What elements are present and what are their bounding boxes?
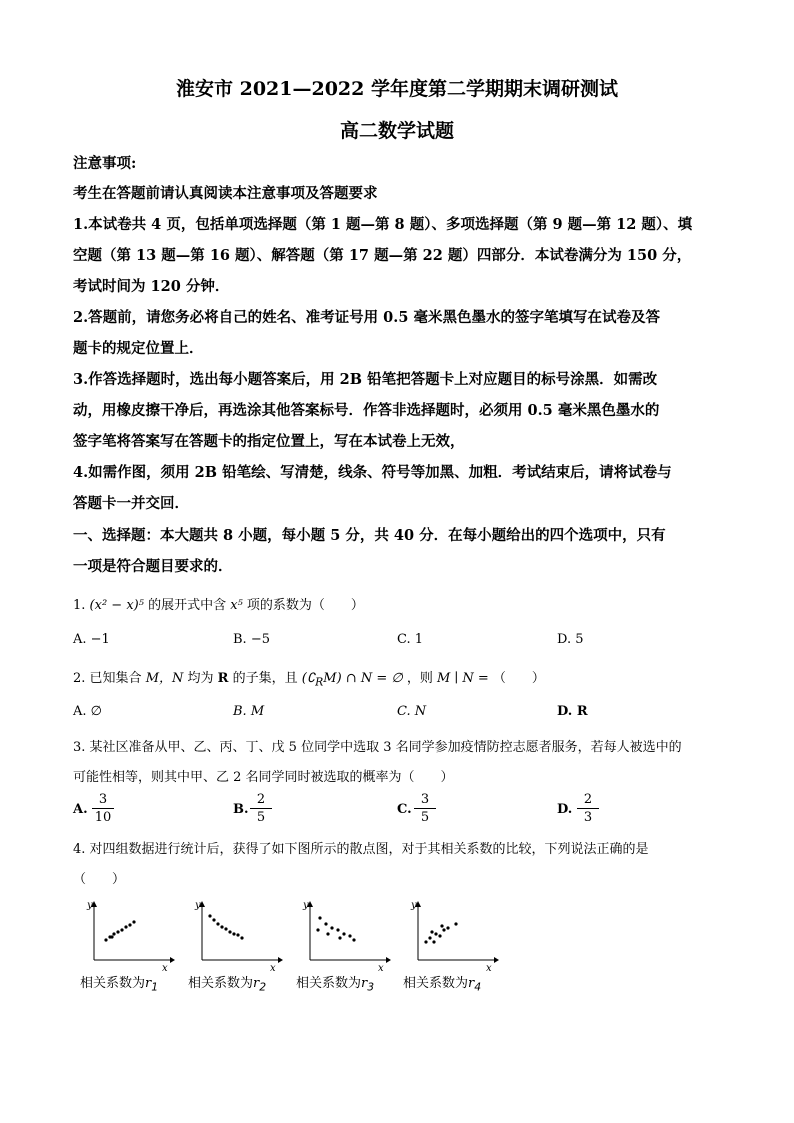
notice-line: 答题卡一并交回．: [73, 495, 189, 512]
y-axis-label: y: [195, 900, 201, 911]
scatter-plot-3: [292, 898, 392, 972]
plot-caption-2: 相关系数为$r_2$: [188, 976, 267, 994]
option-c: C. 1: [397, 632, 424, 647]
option-b-fraction: $\frac{2}{5}$: [250, 792, 272, 825]
math-expression: M ∣ N =: [436, 671, 489, 686]
question-text: 均为: [187, 671, 214, 686]
option-b: B. −5: [233, 632, 270, 647]
scatter-plot-2: [184, 898, 284, 972]
question-text: （ ）: [492, 671, 545, 686]
math-expression: (x² − x)⁵: [89, 598, 144, 613]
notice-line: 签字笔将答案写在答题卡的指定位置上，写在本试卷上无效，: [73, 433, 465, 450]
notice-line: 空题（第 13 题—第 16 题）、解答题（第 17 题—第 22 题）四部分．本试卷满分为 150 分，: [73, 247, 692, 264]
section-heading: 一项是符合题目要求的．: [73, 558, 233, 575]
scatter-plot-4: [400, 898, 500, 972]
question-1: [73, 594, 364, 613]
notice-line: 1.本试卷共 4 页，包括单项选择题（第 1 题—第 8 题）、多项选择题（第 9 题—第 12 题）、填: [73, 216, 693, 233]
question-text: ，则: [406, 671, 433, 686]
question-4: 4. 对四组数据进行统计后，获得了如下图所示的散点图，对于其相关系数的比较，下列说法正确的是: [73, 842, 649, 857]
math-expression: M，N: [145, 671, 184, 686]
option-b: B.: [233, 802, 249, 817]
x-axis-label: x: [270, 963, 276, 972]
option-a: A. ∅: [73, 704, 102, 719]
y-axis-label: y: [411, 900, 417, 911]
option-d: D. 5: [557, 632, 584, 647]
question-text: 2. 已知集合: [73, 671, 142, 686]
notice-line: 考试时间为 120 分钟．: [73, 278, 230, 295]
question-3: 可能性相等，则其中甲、乙 2 名同学同时被选取的概率为（ ）: [73, 770, 454, 785]
question-number: 1.: [73, 598, 86, 613]
option-d: D. R: [557, 704, 588, 719]
y-axis-label: y: [87, 900, 93, 911]
option-c: C.: [397, 802, 412, 817]
notice-line: 4.如需作图，须用 2B 铅笔绘、写清楚，线条、符号等加黑、加粗．考试结束后，请将试卷与: [73, 464, 672, 481]
question-text: 的展开式中含: [148, 598, 227, 613]
notice-line: 2.答题前，请您务必将自己的姓名、准考证号用 0.5 毫米黑色墨水的签字笔填写在试卷及答: [73, 309, 660, 326]
option-a: A. −1: [73, 632, 110, 647]
plot-caption-3: 相关系数为$r_3$: [296, 976, 375, 994]
question-text: 项的系数为（ ）: [246, 598, 364, 613]
scatter-plot-1: [76, 898, 176, 972]
plot-caption-1: 相关系数为$r_1$: [80, 976, 159, 994]
y-axis-label: y: [303, 900, 309, 911]
option-c-fraction: $\frac{3}{5}$: [414, 792, 436, 825]
math-expression: x⁵: [230, 598, 243, 613]
option-b: B. M: [233, 704, 265, 719]
option-d-fraction: $\frac{2}{3}$: [577, 792, 599, 825]
option-a-fraction: $\frac{3}{10}$: [92, 792, 114, 825]
notice-line: 题卡的规定位置上．: [73, 340, 204, 357]
question-text: 的子集，且: [232, 671, 298, 686]
notice-line: 动，用橡皮擦干净后，再选涂其他答案标号．作答非选择题时，必须用 0.5 毫米黑色墨水的: [73, 402, 660, 419]
math-expression: $(∁_RM)$ ∩ N = ∅: [301, 671, 403, 689]
option-a: A.: [73, 802, 88, 817]
x-axis-label: x: [162, 963, 168, 972]
exam-subtitle: 高二数学试题: [339, 120, 454, 142]
exam-title: 淮安市 2021—2022 学年度第二学期期末调研测试: [176, 78, 618, 100]
option-d: D.: [557, 802, 573, 817]
x-axis-label: x: [378, 963, 384, 972]
notice-line: 3.作答选择题时，选出每小题答案后，用 2B 铅笔把答题卡上对应题目的标号涂黑．如需改: [73, 371, 658, 388]
question-3: 3. 某社区准备从甲、乙、丙、丁、戊 5 位同学中选取 3 名同学参加疫情防控志愿者服务，若每人被选中的: [73, 740, 682, 755]
x-axis-label: x: [486, 963, 492, 972]
section-heading: 一、选择题：本大题共 8 小题，每小题 5 分，共 40 分．在每小题给出的四个选项中，只有: [73, 527, 666, 544]
question-2: [73, 667, 545, 689]
option-c: C. N: [397, 704, 427, 719]
math-expression: R: [217, 671, 229, 686]
plot-caption-4: 相关系数为$r_4$: [403, 976, 482, 994]
notice-line: 考生在答题前请认真阅读本注意事项及答题要求: [73, 185, 378, 202]
notice-heading: 注意事项:: [73, 155, 137, 172]
question-4: （ ）: [73, 872, 126, 887]
